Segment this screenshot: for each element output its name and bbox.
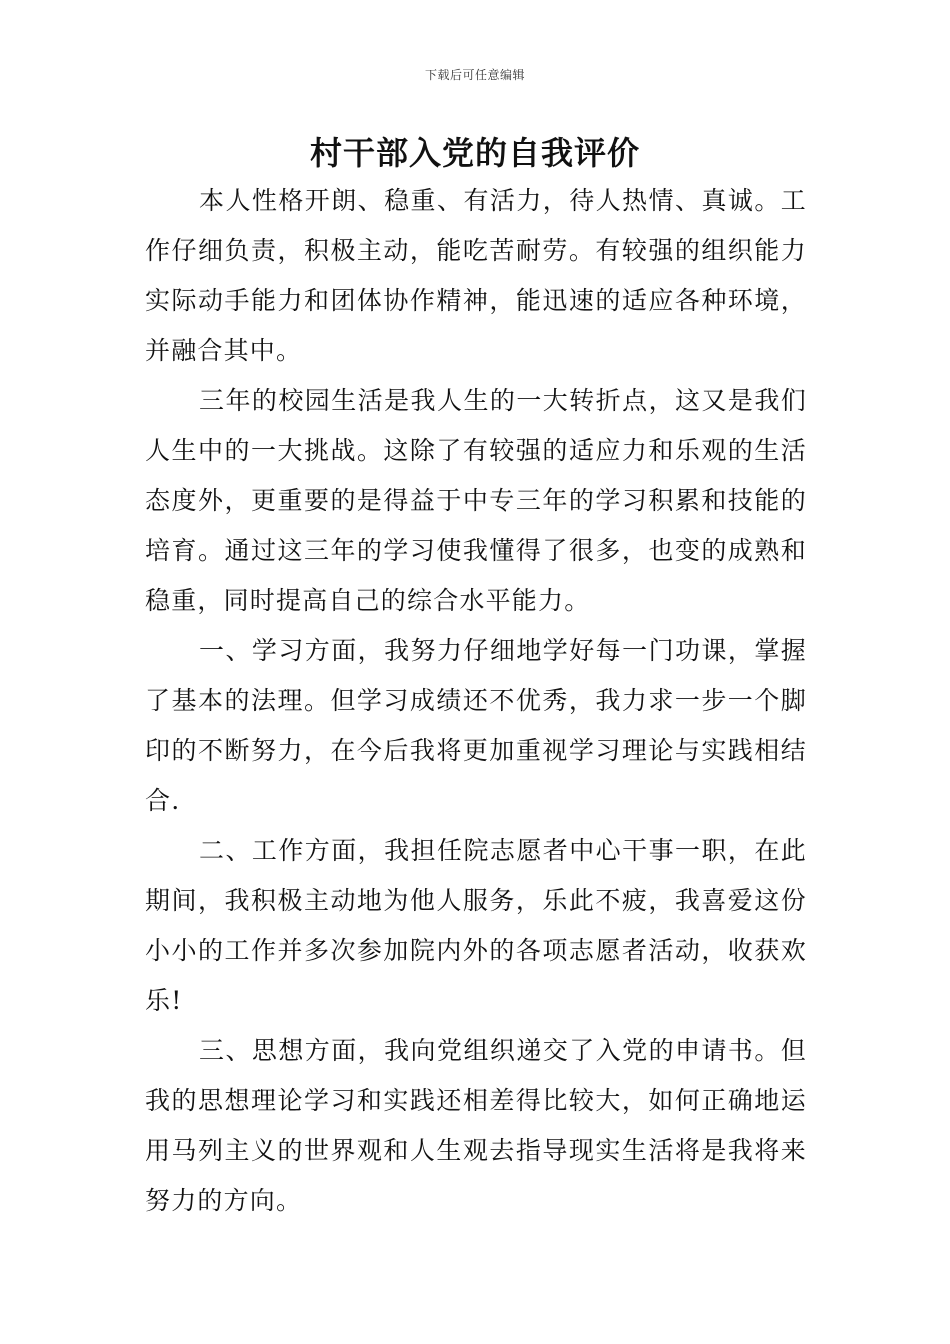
header-note: 下载后可任意编辑 — [424, 68, 525, 82]
paragraph-intro: 本人性格开朗、稳重、有活力，待人热情、真诚。工作仔细负责，积极主动，能吃苦耐劳。有较强的组织能力实际动手能力和团体协作精神，能迅速的适应各种环境，并融合其中。 — [145, 186, 807, 365]
document-title: 村干部入党的自我评价 — [309, 134, 640, 172]
paragraph-thought: 三、思想方面，我向党组织递交了入党的申请书。但我的思想理论学习和实践还相差得比较大，如何正确地运用马列主义的世界观和人生观去指导现实生活将是我将来努力的方向。 — [145, 1036, 807, 1215]
paragraph-study: 一、学习方面，我努力仔细地学好每一门功课，掌握了基本的法理。但学习成绩还不优秀，我力求一步一个脚印的不断努力，在今后我将更加重视学习理论与实践相结合. — [145, 636, 807, 815]
document-body — [145, 176, 807, 1226]
paragraph-campus-life: 三年的校园生活是我人生的一大转折点，这又是我们人生中的一大挑战。这除了有较强的适应力和乐观的生活态度外，更重要的是得益于中专三年的学习积累和技能的培育。通过这三年的学习使我懂得了很多，也变的成熟和稳重，同时提高自己的综合水平能力。 — [145, 386, 807, 615]
paragraph-work: 二、工作方面，我担任院志愿者中心干事一职，在此期间，我积极主动地为他人服务，乐此不疲，我喜爱这份小小的工作并多次参加院内外的各项志愿者活动，收获欢乐! — [145, 836, 807, 1015]
